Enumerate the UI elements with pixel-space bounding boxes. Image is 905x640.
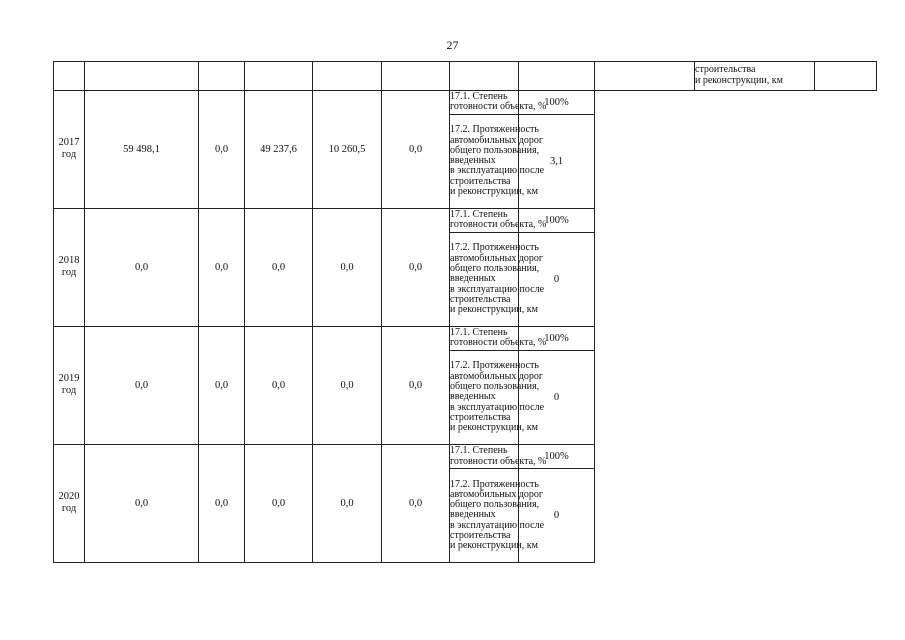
indicator-line: 17.1. Степень [450, 90, 508, 102]
amount-cell [382, 62, 450, 91]
indicator-name-cell [450, 444, 547, 468]
amount-cell [450, 62, 519, 91]
indicator-name-cell [695, 62, 815, 91]
continuation-row [54, 62, 877, 91]
indicator-line: в эксплуатацию после [450, 519, 545, 531]
amount-cell: 0,0 [382, 444, 450, 562]
year-row [54, 326, 877, 350]
indicator-value-cell: 0 [519, 469, 595, 563]
indicator-line: автомобильных дорог [450, 370, 544, 382]
year-cell [54, 208, 85, 326]
indicator-line: 17.2. Протяженность [450, 478, 539, 490]
indicator-line: автомобильных дорог [450, 134, 544, 146]
indicator-line: 17.2. Протяженность [450, 124, 539, 136]
year-row [54, 444, 877, 468]
indicator-name-cell [450, 208, 547, 232]
amount-cell: 0,0 [245, 444, 313, 562]
indicator-name-cell [450, 233, 545, 327]
indicator-line: 17.1. Степень [450, 327, 508, 339]
indicator-value-cell: 100% [519, 208, 595, 232]
indicator-line: и реконструкции, км [695, 74, 783, 86]
indicator-line: и реконструкции, км [450, 540, 538, 552]
executor-column-cell [595, 62, 695, 91]
indicator-line: и реконструкции, км [450, 422, 538, 434]
indicator-name-cell [450, 114, 545, 208]
year-cell [54, 90, 85, 208]
amount-cell [519, 62, 595, 91]
amount-cell: 0,0 [313, 444, 382, 562]
amount-cell: 0,0 [382, 208, 450, 326]
amount-cell: 0,0 [199, 444, 245, 562]
amount-cell: 49 237,6 [245, 90, 313, 208]
indicator-line: в эксплуатацию после [450, 165, 545, 177]
number-column-cell [54, 62, 85, 91]
indicator-line: общего пользования, [450, 499, 540, 511]
indicator-line: введенных [450, 509, 496, 521]
indicator-line: 17.1. Степень [450, 209, 508, 221]
indicator-name-cell [450, 90, 547, 114]
indicator-line: строительства [450, 175, 511, 187]
indicator-line: общего пользования, [450, 144, 540, 156]
amount-cell: 0,0 [313, 208, 382, 326]
indicator-line: автомобильных дорог [450, 252, 544, 264]
year-unit: год [61, 385, 77, 397]
amount-cell: 0,0 [245, 326, 313, 444]
indicator-name-cell [450, 351, 545, 445]
amount-cell: 0,0 [199, 90, 245, 208]
indicator-line: 17.2. Протяженность [450, 242, 539, 254]
year-label: 2017 [58, 137, 80, 149]
indicator-value-cell: 100% [519, 444, 595, 468]
indicator-line: готовности объекта, % [450, 219, 547, 231]
indicator-line: введенных [450, 391, 496, 403]
amount-cell: 0,0 [245, 208, 313, 326]
indicator-value-cell: 0 [519, 233, 595, 327]
year-cell [199, 62, 245, 91]
indicator-line: готовности объекта, % [450, 101, 547, 113]
program-table [53, 61, 877, 563]
year-label: 2020 [58, 491, 80, 503]
indicator-line: и реконструкции, км [450, 304, 538, 316]
year-row [54, 208, 877, 232]
indicator-value-cell: 100% [519, 90, 595, 114]
amount-cell: 0,0 [85, 208, 199, 326]
year-cell [54, 326, 85, 444]
amount-cell [313, 62, 382, 91]
indicator-line: в эксплуатацию после [450, 283, 545, 295]
indicator-value-cell: 100% [519, 326, 595, 350]
indicator-value-cell [815, 62, 877, 91]
indicator-line: общего пользования, [450, 262, 540, 274]
name-column-cell [85, 62, 199, 91]
year-unit: год [61, 267, 77, 279]
amount-cell: 0,0 [313, 326, 382, 444]
indicator-value-cell: 0 [519, 351, 595, 445]
amount-cell: 59 498,1 [85, 90, 199, 208]
amount-cell: 0,0 [85, 326, 199, 444]
amount-cell: 0,0 [382, 90, 450, 208]
amount-cell: 10 260,5 [313, 90, 382, 208]
amount-cell [245, 62, 313, 91]
year-row [54, 90, 877, 114]
indicator-line: автомобильных дорог [450, 488, 544, 500]
amount-cell: 0,0 [199, 326, 245, 444]
indicator-line: введенных [450, 155, 496, 167]
indicator-line: 17.1. Степень [450, 445, 508, 457]
amount-cell: 0,0 [85, 444, 199, 562]
indicator-line: готовности объекта, % [450, 455, 547, 467]
year-cell [54, 444, 85, 562]
page-number: 27 [446, 38, 459, 52]
indicator-line: и реконструкции, км [450, 186, 538, 198]
indicator-line: строительства [450, 411, 511, 423]
indicator-name-cell [450, 326, 547, 350]
indicator-line: общего пользования, [450, 381, 540, 393]
indicator-line: строительства [450, 293, 511, 305]
indicator-line: готовности объекта, % [450, 337, 547, 349]
indicator-line: введенных [450, 273, 496, 285]
year-unit: год [61, 149, 77, 161]
amount-cell: 0,0 [382, 326, 450, 444]
year-unit: год [61, 503, 77, 515]
indicator-value-cell: 3,1 [519, 114, 595, 208]
indicator-line: строительства [695, 64, 756, 76]
amount-cell: 0,0 [199, 208, 245, 326]
year-label: 2018 [58, 255, 80, 267]
indicator-line: в эксплуатацию после [450, 401, 545, 413]
indicator-line: 17.2. Протяженность [450, 360, 539, 372]
year-label: 2019 [58, 373, 80, 385]
indicator-name-cell [450, 469, 545, 563]
indicator-line: строительства [450, 530, 511, 542]
